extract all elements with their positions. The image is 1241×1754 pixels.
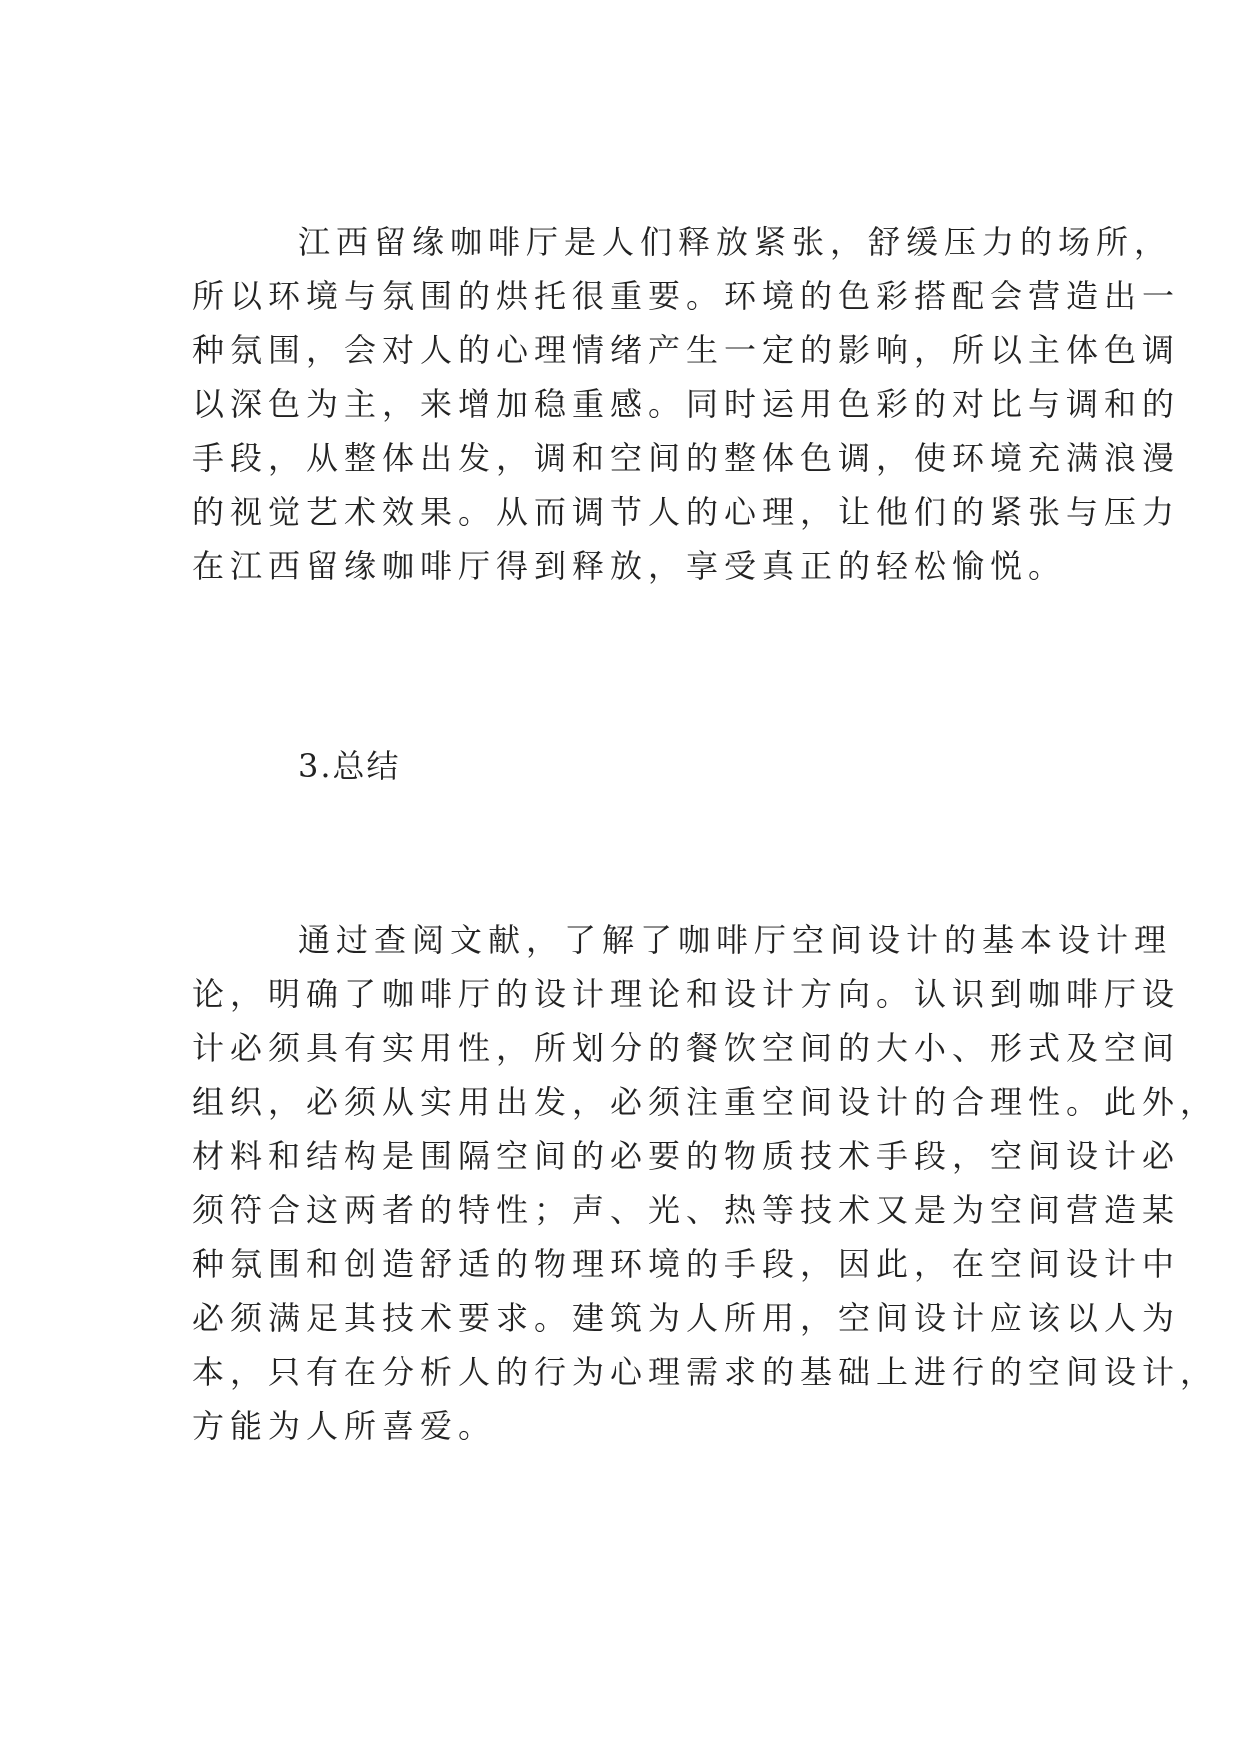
paragraph-line: 以深色为主，来增加稳重感。同时运用色彩的对比与调和的	[192, 385, 1181, 423]
paragraph-line: 须符合这两者的特性；声、光、热等技术又是为空间营造某	[192, 1191, 1181, 1229]
section-heading: 3.总结	[298, 747, 401, 785]
paragraph-line: 组织，必须从实用出发，必须注重空间设计的合理性。此外，	[192, 1083, 1219, 1121]
paragraph-line: 种氛围和创造舒适的物理环境的手段，因此，在空间设计中	[192, 1245, 1181, 1283]
paragraph-line: 的视觉艺术效果。从而调节人的心理，让他们的紧张与压力	[192, 493, 1181, 531]
paragraph-line: 计必须具有实用性，所划分的餐饮空间的大小、形式及空间	[192, 1029, 1181, 1067]
paragraph-line: 必须满足其技术要求。建筑为人所用，空间设计应该以人为	[192, 1299, 1181, 1337]
paragraph-line: 论，明确了咖啡厅的设计理论和设计方向。认识到咖啡厅设	[192, 975, 1181, 1013]
paragraph-line: 江西留缘咖啡厅是人们释放紧张，舒缓压力的场所，	[298, 223, 1173, 261]
paragraph-line: 手段，从整体出发，调和空间的整体色调，使环境充满浪漫	[192, 439, 1181, 477]
paragraph-line: 本，只有在分析人的行为心理需求的基础上进行的空间设计，	[192, 1353, 1219, 1391]
paragraph-line: 种氛围，会对人的心理情绪产生一定的影响，所以主体色调	[192, 331, 1181, 369]
paragraph-line: 方能为人所喜爱。	[192, 1407, 497, 1445]
paragraph-line: 通过查阅文献，了解了咖啡厅空间设计的基本设计理	[298, 921, 1173, 959]
paragraph-line: 材料和结构是围隔空间的必要的物质技术手段，空间设计必	[192, 1137, 1181, 1175]
paragraph-line: 所以环境与氛围的烘托很重要。环境的色彩搭配会营造出一	[192, 277, 1181, 315]
paragraph-line: 在江西留缘咖啡厅得到释放，享受真正的轻松愉悦。	[192, 547, 1067, 585]
